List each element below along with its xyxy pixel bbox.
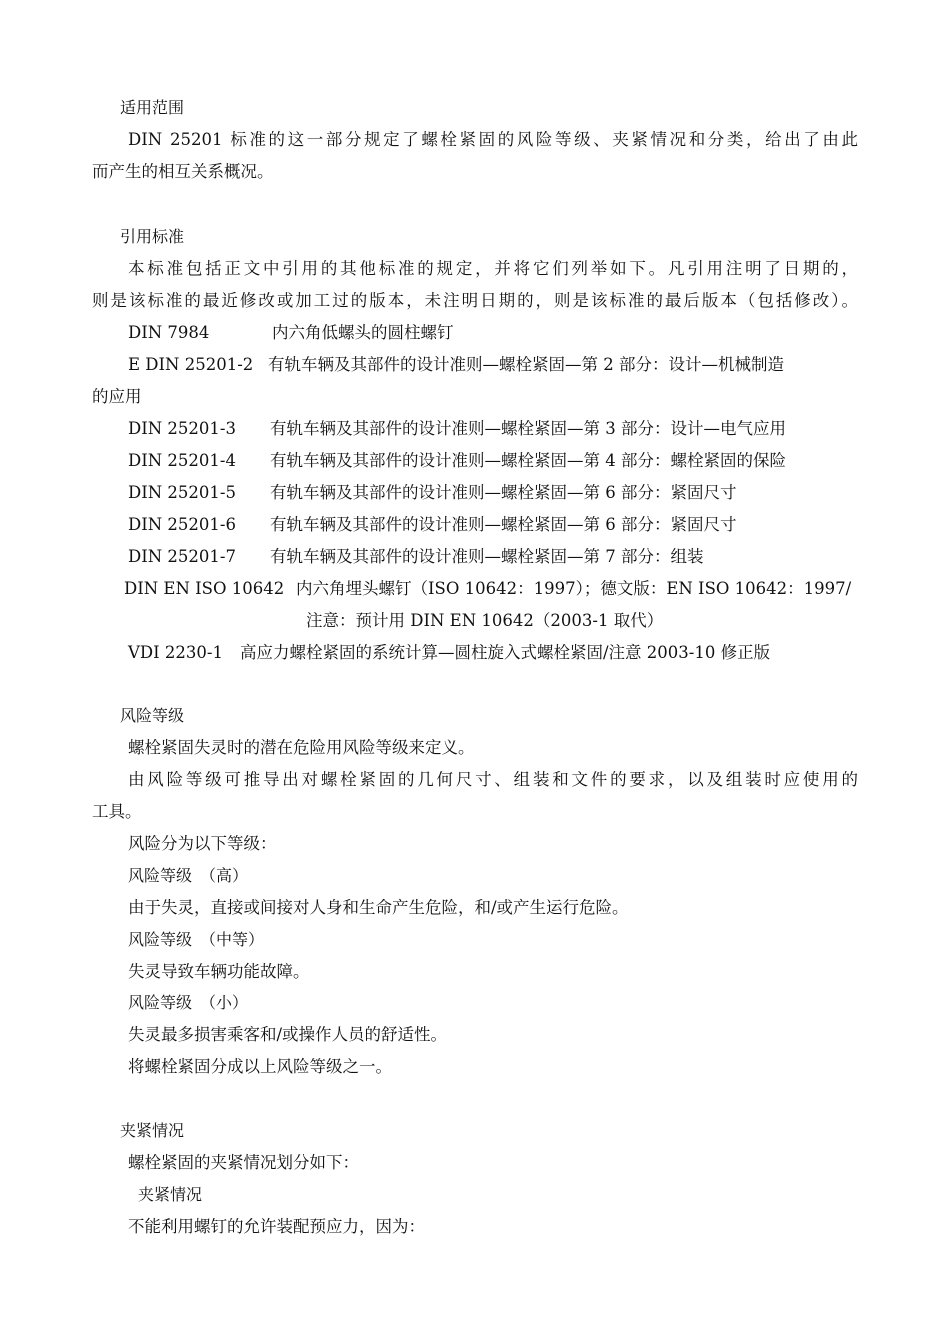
risk-level-desc-high: 由于失灵，直接或间接对人身和生命产生危险，和/或产生运行危险。 — [128, 898, 629, 917]
section-heading-risk: 风险等级 — [120, 706, 185, 725]
risk-level-label-low: 风险等级 （小） — [128, 993, 249, 1012]
reference-title-continuation: 的应用 — [92, 387, 142, 406]
scope-paragraph-line-2: 而产生的相互关系概况。 — [92, 162, 274, 181]
references-intro-line-1: 本标准包括正文中引用的其他标准的规定，并将它们列举如下。凡引用注明了日期的， — [128, 259, 858, 278]
reference-code: DIN EN ISO 10642 — [124, 579, 285, 598]
risk-level-desc-low: 失灵最多损害乘客和/或操作人员的舒适性。 — [128, 1025, 448, 1044]
risk-level-desc-medium: 失灵导致车辆功能故障。 — [128, 962, 310, 981]
section-heading-references: 引用标准 — [120, 227, 185, 246]
reference-code: DIN 25201-5 — [128, 483, 236, 502]
reference-code: DIN 7984 — [128, 323, 210, 342]
clamping-paragraph-2: 不能利用螺钉的允许装配预应力，因为： — [128, 1217, 425, 1236]
reference-title: 有轨车辆及其部件的设计准则—螺栓紧固—第 6 部分：紧固尺寸 — [270, 483, 737, 502]
reference-title: 有轨车辆及其部件的设计准则—螺栓紧固—第 2 部分：设计—机械制造 — [268, 355, 784, 374]
risk-level-label-high: 风险等级 （高） — [128, 866, 249, 885]
risk-paragraph-1: 螺栓紧固失灵时的潜在危险用风险等级来定义。 — [128, 738, 475, 757]
risk-paragraph-3: 风险分为以下等级： — [128, 834, 277, 853]
reference-title: 高应力螺栓紧固的系统计算—圆柱旋入式螺栓紧固/注意 2003-10 修正版 — [240, 643, 771, 662]
scope-paragraph-line-1: DIN 25201 标准的这一部分规定了螺栓紧固的风险等级、夹紧情况和分类，给出了由此 — [128, 130, 858, 149]
reference-title: 有轨车辆及其部件的设计准则—螺栓紧固—第 4 部分：螺栓紧固的保险 — [270, 451, 786, 470]
reference-title-continuation: 注意：预计用 DIN EN 10642（2003-1 取代） — [306, 611, 664, 630]
reference-code: DIN 25201-3 — [128, 419, 236, 438]
reference-code: DIN 25201-6 — [128, 515, 236, 534]
reference-title: 有轨车辆及其部件的设计准则—螺栓紧固—第 3 部分：设计—电气应用 — [270, 419, 786, 438]
section-heading-scope: 适用范围 — [120, 98, 185, 117]
risk-level-label-medium: 风险等级 （中等） — [128, 930, 265, 949]
references-intro-line-2: 则是该标准的最近修改或加工过的版本，未注明日期的，则是该标准的最后版本（包括修改）。 — [92, 291, 858, 310]
risk-closing: 将螺栓紧固分成以上风险等级之一。 — [128, 1057, 392, 1076]
risk-paragraph-2-line-2: 工具。 — [92, 802, 142, 821]
reference-title: 内六角低螺头的圆柱螺钉 — [272, 323, 454, 342]
reference-code: DIN 25201-4 — [128, 451, 236, 470]
clamping-paragraph-1: 螺栓紧固的夹紧情况划分如下： — [128, 1153, 359, 1172]
risk-paragraph-2-line-1: 由风险等级可推导出对螺栓紧固的几何尺寸、组装和文件的要求，以及组装时应使用的 — [128, 770, 858, 789]
section-heading-clamping: 夹紧情况 — [120, 1121, 185, 1140]
reference-title: 有轨车辆及其部件的设计准则—螺栓紧固—第 7 部分：组装 — [270, 547, 704, 566]
reference-code: DIN 25201-7 — [128, 547, 236, 566]
reference-title: 内六角埋头螺钉（ISO 10642：1997）；德文版：EN ISO 10642：1997/ — [296, 579, 852, 598]
clamping-subheading: 夹紧情况 — [138, 1185, 203, 1204]
reference-code: VDI 2230-1 — [128, 643, 223, 662]
reference-code: E DIN 25201-2 — [128, 355, 254, 374]
reference-title: 有轨车辆及其部件的设计准则—螺栓紧固—第 6 部分：紧固尺寸 — [270, 515, 737, 534]
